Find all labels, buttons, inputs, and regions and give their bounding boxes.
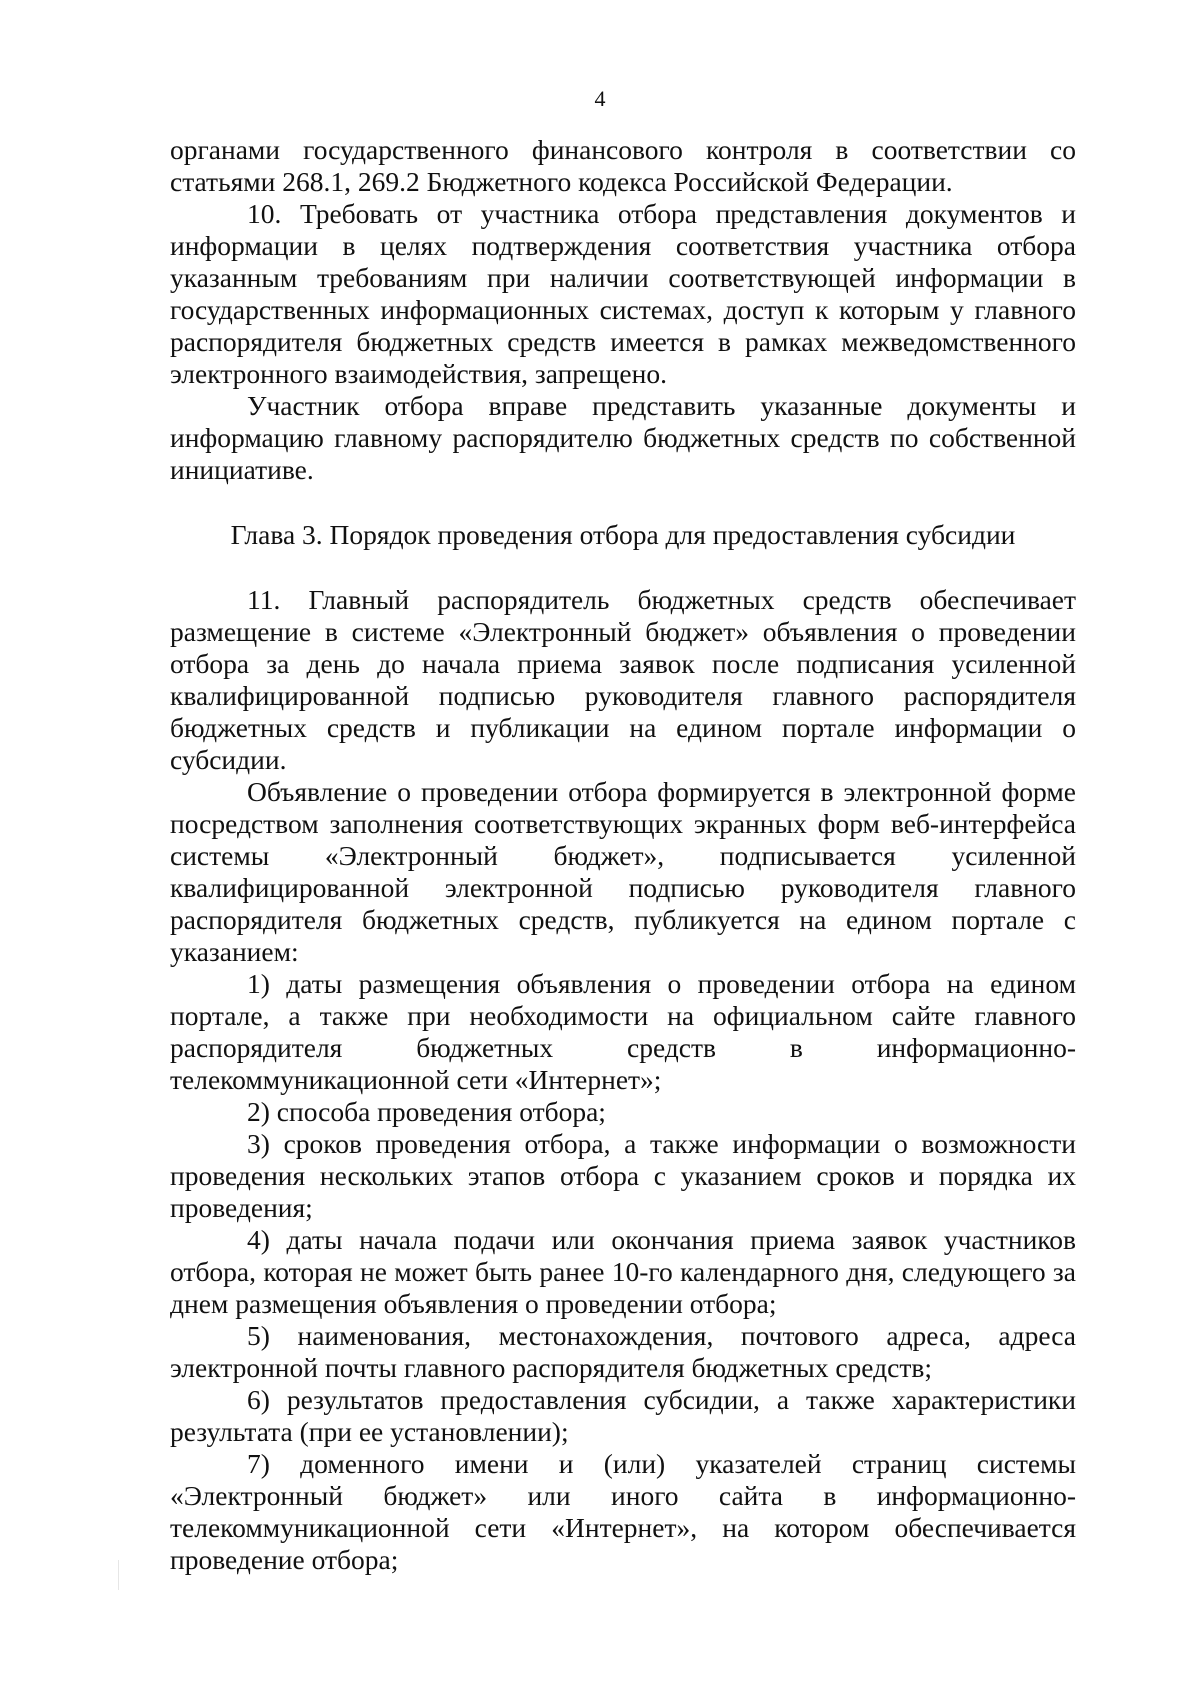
chapter-heading: Глава 3. Порядок проведения отбора для предоставления субсидии (230, 519, 1016, 550)
paragraph: Участник отбора вправе представить указанные документы и информацию главному распорядителю бюджетных средств по собственной инициативе. (170, 390, 1076, 485)
scan-artifact (118, 1560, 119, 1590)
page-number: 4 (594, 86, 606, 111)
list-item: 5) наименования, местонахождения, почтового адреса, адреса электронной почты главного распорядителя бюджетных средств; (170, 1320, 1076, 1383)
paragraph: органами государственного финансового контроля в соответствии со статьями 268.1, 269.2 Бюджетного кодекса Российской Федерации. (170, 134, 1076, 197)
list-item: 6) результатов предоставления субсидии, а также характеристики результата (при ее установлении); (170, 1384, 1076, 1447)
list-item: 7) доменного имени и (или) указателей страниц системы «Электронный бюджет» или иного сайта в информационно-телекоммуникационной сети «Интернет», на котором обеспечивается проведение отбора; (170, 1448, 1076, 1575)
document-body (170, 134, 1076, 1576)
list-item: 2) способа проведения отбора; (247, 1096, 606, 1127)
paragraph: 11. Главный распорядитель бюджетных средств обеспечивает размещение в системе «Электронный бюджет» объявления о проведении отбора за день до начала приема заявок после подписания усиленной квалифицированной подписью руководителя главного распорядителя бюджетных средств и публикации на едином портале информации о субсидии. (170, 584, 1076, 775)
paragraph: 10. Требовать от участника отбора представления документов и информации в целях подтверждения соответствия участника отбора указанным требованиям при наличии соответствующей информации в государственных информационных системах, доступ к которым у главного распорядителя бюджетных средств имеется в рамках межведомственного электронного взаимодействия, запрещено. (170, 198, 1076, 389)
paragraph: Объявление о проведении отбора формируется в электронной форме посредством заполнения соответствующих экранных форм веб-интерфейса системы «Электронный бюджет», подписывается усиленной квалифицированной электронной подписью руководителя главного распорядителя бюджетных средств, публикуется на едином портале с указанием: (170, 776, 1076, 967)
list-item: 1) даты размещения объявления о проведении отбора на едином портале, а также при необходимости на официальном сайте главного распорядителя бюджетных средств в информационно-телекоммуникационной сети «Интернет»; (170, 968, 1076, 1095)
list-item: 4) даты начала подачи или окончания приема заявок участников отбора, которая не может быть ранее 10-го календарного дня, следующего за днем размещения объявления о проведении отбора; (170, 1224, 1076, 1319)
list-item: 3) сроков проведения отбора, а также информации о возможности проведения нескольких этапов отбора с указанием сроков и порядка их проведения; (170, 1128, 1076, 1223)
